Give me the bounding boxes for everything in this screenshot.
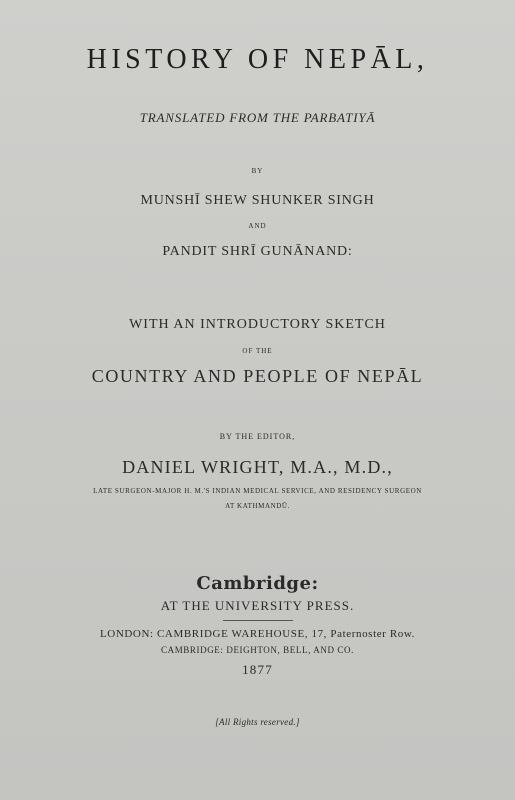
by-editor-label: BY THE EDITOR, (219, 432, 296, 441)
book-subtitle: TRANSLATED FROM THE PARBATIYĀ (139, 110, 376, 125)
imprint-cambridge-agents: CAMBRIDGE: DEIGHTON, BELL, AND CO. (161, 645, 354, 655)
editor-credentials: LATE SURGEON-MAJOR H. M.'S INDIAN MEDICAL SERVICE, AND RESIDENCY SURGEON (93, 487, 422, 495)
book-title: HISTORY OF NEPĀL, (86, 44, 429, 75)
publication-year: 1877 (242, 662, 273, 677)
imprint-city: Cambridge: (196, 573, 319, 594)
sketch-line: WITH AN INTRODUCTORY SKETCH (129, 317, 386, 332)
by-label: BY (251, 167, 264, 175)
and-label: AND (248, 222, 267, 230)
editor-name: DANIEL WRIGHT, M.A., M.D., (122, 457, 393, 477)
imprint-london: LONDON: CAMBRIDGE WAREHOUSE, 17, Paternoster Row. (99, 628, 416, 640)
country-line: COUNTRY AND PEOPLE OF NEPĀL (91, 366, 424, 386)
of-the-label: OF THE (242, 347, 273, 355)
editor-location: AT KATHMANDŪ. (225, 502, 290, 510)
imprint-press: AT THE UNIVERSITY PRESS. (160, 598, 355, 613)
rights-notice: [All Rights reserved.] (215, 717, 300, 727)
author-one: MUNSHĪ SHEW SHUNKER SINGH (140, 193, 375, 208)
imprint-divider (223, 620, 293, 621)
author-two: PANDIT SHRĪ GUNĀNAND: (162, 244, 353, 259)
